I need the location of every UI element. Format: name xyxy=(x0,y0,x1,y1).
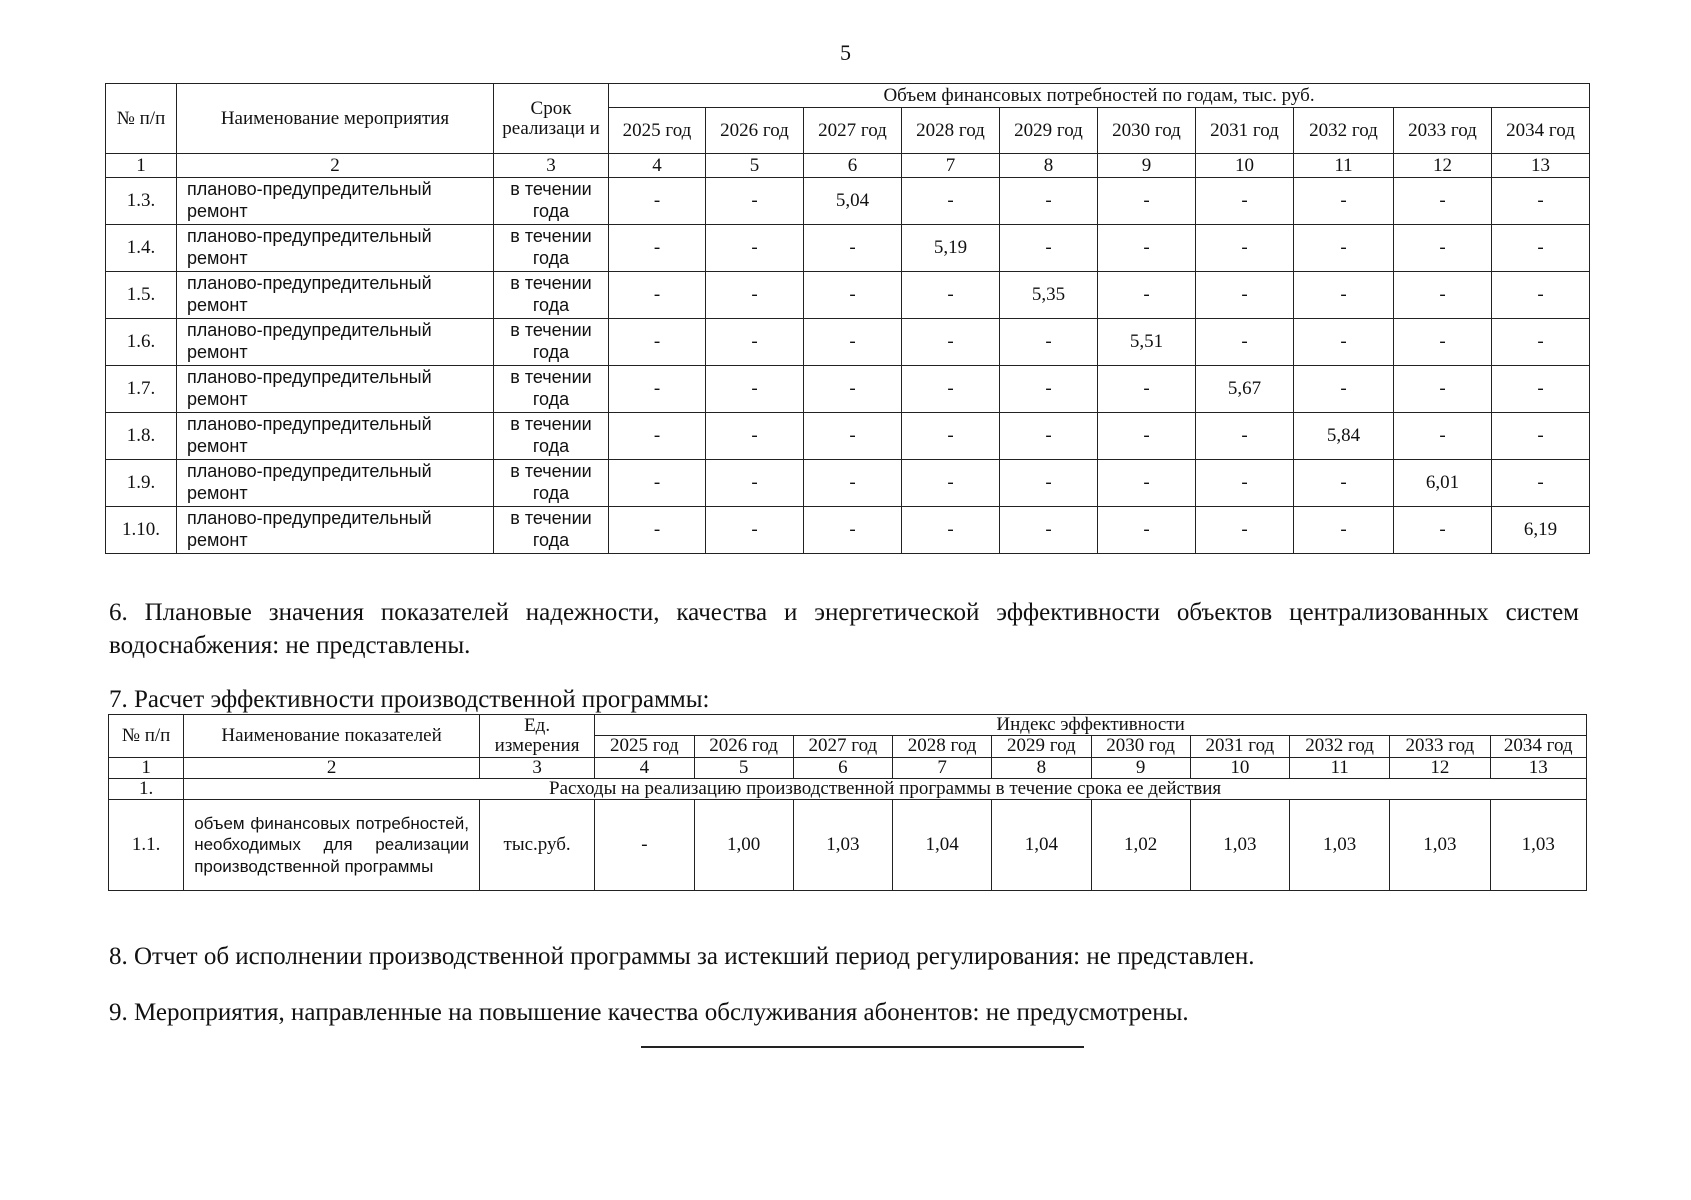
column-number: 7 xyxy=(902,154,1000,178)
table-row xyxy=(106,460,1590,507)
row-value: - xyxy=(706,272,804,319)
row-value: 5,67 xyxy=(1196,366,1294,413)
row-term: в течении года xyxy=(494,507,609,554)
row-value: 1,04 xyxy=(893,799,992,890)
header-year: 2027 год xyxy=(793,735,892,757)
row-value: - xyxy=(804,413,902,460)
row-value: - xyxy=(1196,413,1294,460)
table-row xyxy=(106,507,1590,554)
row-value: - xyxy=(1098,413,1196,460)
row-value: - xyxy=(609,319,706,366)
row-value: 6,19 xyxy=(1492,507,1590,554)
row-value: - xyxy=(609,225,706,272)
row-value: - xyxy=(706,507,804,554)
column-number: 13 xyxy=(1492,154,1590,178)
row-value: - xyxy=(609,178,706,225)
column-number: 13 xyxy=(1490,757,1587,778)
row-value: - xyxy=(1098,460,1196,507)
row-number: 1.1. xyxy=(109,799,184,890)
column-number: 1 xyxy=(106,154,177,178)
header-group: Индекс эффективности xyxy=(595,715,1587,736)
row-value: - xyxy=(706,319,804,366)
row-value: - xyxy=(706,366,804,413)
financial-needs-table xyxy=(105,83,1590,554)
header-year: 2034 год xyxy=(1490,735,1587,757)
row-value: 1,03 xyxy=(1390,799,1490,890)
row-name: планово-предупредительный ремонт xyxy=(177,178,494,225)
row-term: в течении года xyxy=(494,413,609,460)
table-row xyxy=(106,272,1590,319)
row-number: 1.8. xyxy=(106,413,177,460)
column-number: 3 xyxy=(494,154,609,178)
table-row xyxy=(106,366,1590,413)
row-value: - xyxy=(1098,507,1196,554)
row-name: планово-предупредительный ремонт xyxy=(177,413,494,460)
row-value: - xyxy=(804,319,902,366)
row-value: 1,03 xyxy=(1490,799,1587,890)
header-group: Объем финансовых потребностей по годам, тыс. руб. xyxy=(609,84,1590,108)
row-value: - xyxy=(1394,178,1492,225)
row-value: - xyxy=(1294,460,1394,507)
column-number: 10 xyxy=(1190,757,1289,778)
row-value: - xyxy=(902,366,1000,413)
column-number: 6 xyxy=(804,154,902,178)
row-value: - xyxy=(706,225,804,272)
row-value: - xyxy=(804,507,902,554)
section-7-title: 7. Расчет эффективности производственной программы: xyxy=(109,686,710,713)
row-value: - xyxy=(1394,319,1492,366)
row-value: - xyxy=(1394,413,1492,460)
row-value: - xyxy=(706,460,804,507)
section-6-text: 6. Плановые значения показателей надежности, качества и энергетической эффективности объектов централизованных систем водоснабжения: не представлены. xyxy=(109,599,1579,659)
column-number: 5 xyxy=(706,154,804,178)
row-value: 5,19 xyxy=(902,225,1000,272)
row-value: 5,35 xyxy=(1000,272,1098,319)
row-number: 1.6. xyxy=(106,319,177,366)
row-term: в течении года xyxy=(494,178,609,225)
column-number: 2 xyxy=(184,757,480,778)
row-number: 1.9. xyxy=(106,460,177,507)
header-year: 2025 год xyxy=(595,735,694,757)
row-term: в течении года xyxy=(494,225,609,272)
row-unit: тыс.руб. xyxy=(479,799,594,890)
row-value: - xyxy=(1196,319,1294,366)
row-value: 1,00 xyxy=(694,799,793,890)
row-value: - xyxy=(609,413,706,460)
row-term: в течении года xyxy=(494,272,609,319)
header-year: 2029 год xyxy=(1000,108,1098,154)
row-value: - xyxy=(1294,225,1394,272)
row-value: - xyxy=(1000,366,1098,413)
column-number: 12 xyxy=(1394,154,1492,178)
table-row xyxy=(106,225,1590,272)
row-value: - xyxy=(1098,272,1196,319)
header-year: 2027 год xyxy=(804,108,902,154)
row-name: планово-предупредительный ремонт xyxy=(177,460,494,507)
header-year: 2032 год xyxy=(1290,735,1390,757)
row-number: 1.7. xyxy=(106,366,177,413)
table-row xyxy=(106,178,1590,225)
row-value: - xyxy=(1394,225,1492,272)
row-value: - xyxy=(1492,460,1590,507)
row-value: 5,51 xyxy=(1098,319,1196,366)
row-value: - xyxy=(595,799,694,890)
row-value: - xyxy=(1000,178,1098,225)
row-value: - xyxy=(902,272,1000,319)
column-number: 1 xyxy=(109,757,184,778)
row-value: - xyxy=(1294,178,1394,225)
header-number: № п/п xyxy=(109,715,184,758)
header-name: Наименование мероприятия xyxy=(177,84,494,154)
row-value: - xyxy=(1000,319,1098,366)
row-value: - xyxy=(1098,225,1196,272)
row-value: - xyxy=(1492,272,1590,319)
row-value: - xyxy=(609,366,706,413)
row-value: - xyxy=(1492,178,1590,225)
row-value: - xyxy=(706,178,804,225)
section-9-text: 9. Мероприятия, направленные на повышение качества обслуживания абонентов: не предусмотрены. xyxy=(109,999,1189,1026)
header-year: 2033 год xyxy=(1394,108,1492,154)
row-value: - xyxy=(706,413,804,460)
row-value: - xyxy=(902,460,1000,507)
column-number: 5 xyxy=(694,757,793,778)
row-term: в течении года xyxy=(494,366,609,413)
row-value: - xyxy=(1196,225,1294,272)
header-year: 2028 год xyxy=(893,735,992,757)
header-year: 2026 год xyxy=(706,108,804,154)
row-value: - xyxy=(1394,507,1492,554)
column-number: 12 xyxy=(1390,757,1490,778)
row-value: - xyxy=(902,507,1000,554)
header-year: 2032 год xyxy=(1294,108,1394,154)
row-term: в течении года xyxy=(494,460,609,507)
efficiency-table xyxy=(108,714,1587,891)
row-value: 5,04 xyxy=(804,178,902,225)
row-value: - xyxy=(1492,225,1590,272)
row-number: 1.10. xyxy=(106,507,177,554)
row-value: 1,03 xyxy=(1290,799,1390,890)
header-year: 2033 год xyxy=(1390,735,1490,757)
row-value: - xyxy=(1394,366,1492,413)
row-value: - xyxy=(1394,272,1492,319)
row-name: планово-предупредительный ремонт xyxy=(177,366,494,413)
column-number: 10 xyxy=(1196,154,1294,178)
row-value: - xyxy=(1000,413,1098,460)
row-value: 1,02 xyxy=(1091,799,1190,890)
row-value: - xyxy=(804,225,902,272)
table-row xyxy=(106,319,1590,366)
row-value: - xyxy=(1196,272,1294,319)
column-number: 9 xyxy=(1091,757,1190,778)
column-number: 6 xyxy=(793,757,892,778)
row-value: - xyxy=(609,460,706,507)
header-year: 2025 год xyxy=(609,108,706,154)
header-year: 2030 год xyxy=(1091,735,1190,757)
header-unit: Ед. измерения xyxy=(479,715,594,758)
column-number: 7 xyxy=(893,757,992,778)
row-value: - xyxy=(1000,460,1098,507)
row-value: 5,84 xyxy=(1294,413,1394,460)
row-value: - xyxy=(1294,319,1394,366)
header-name: Наименование показателей xyxy=(184,715,480,758)
row-value: - xyxy=(1000,507,1098,554)
section-number: 1. xyxy=(109,778,184,799)
column-number: 11 xyxy=(1290,757,1390,778)
row-value: 1,03 xyxy=(1190,799,1289,890)
column-number: 4 xyxy=(609,154,706,178)
row-value: - xyxy=(1098,178,1196,225)
row-value: 6,01 xyxy=(1394,460,1492,507)
closing-rule xyxy=(641,1046,1084,1048)
header-term: Срок реализаци и xyxy=(494,84,609,154)
header-year: 2026 год xyxy=(694,735,793,757)
row-value: - xyxy=(1196,178,1294,225)
header-number: № п/п xyxy=(106,84,177,154)
row-name: объем финансовых потребностей, необходимых для реализации производственной программы xyxy=(184,799,480,890)
row-value: - xyxy=(1098,366,1196,413)
section-label: Расходы на реализацию производственной программы в течение срока ее действия xyxy=(184,778,1587,799)
column-number: 11 xyxy=(1294,154,1394,178)
header-year: 2034 год xyxy=(1492,108,1590,154)
row-value: - xyxy=(804,272,902,319)
row-name: планово-предупредительный ремонт xyxy=(177,319,494,366)
row-value: - xyxy=(1196,507,1294,554)
row-value: - xyxy=(609,507,706,554)
row-value: - xyxy=(1492,413,1590,460)
row-value: - xyxy=(1294,272,1394,319)
row-name: планово-предупредительный ремонт xyxy=(177,225,494,272)
header-year: 2031 год xyxy=(1196,108,1294,154)
row-name: планово-предупредительный ремонт xyxy=(177,272,494,319)
table-row xyxy=(106,413,1590,460)
row-value: - xyxy=(1294,366,1394,413)
row-number: 1.4. xyxy=(106,225,177,272)
row-value: - xyxy=(1492,319,1590,366)
row-value: 1,03 xyxy=(793,799,892,890)
header-year: 2028 год xyxy=(902,108,1000,154)
row-name: планово-предупредительный ремонт xyxy=(177,507,494,554)
row-value: - xyxy=(1294,507,1394,554)
row-value: - xyxy=(804,366,902,413)
row-value: - xyxy=(1492,366,1590,413)
row-value: 1,04 xyxy=(992,799,1091,890)
row-value: - xyxy=(902,319,1000,366)
row-number: 1.5. xyxy=(106,272,177,319)
column-number: 3 xyxy=(479,757,594,778)
table-row xyxy=(109,799,1587,890)
row-term: в течении года xyxy=(494,319,609,366)
header-year: 2030 год xyxy=(1098,108,1196,154)
row-value: - xyxy=(1000,225,1098,272)
column-number: 2 xyxy=(177,154,494,178)
header-year: 2031 год xyxy=(1190,735,1289,757)
column-number: 4 xyxy=(595,757,694,778)
row-value: - xyxy=(902,413,1000,460)
row-number: 1.3. xyxy=(106,178,177,225)
column-number: 8 xyxy=(992,757,1091,778)
page-number: 5 xyxy=(840,40,851,65)
header-year: 2029 год xyxy=(992,735,1091,757)
row-value: - xyxy=(902,178,1000,225)
column-number: 9 xyxy=(1098,154,1196,178)
row-value: - xyxy=(804,460,902,507)
row-value: - xyxy=(609,272,706,319)
section-8-text: 8. Отчет об исполнении производственной программы за истекший период регулирования: не представлен. xyxy=(109,943,1255,970)
column-number: 8 xyxy=(1000,154,1098,178)
row-value: - xyxy=(1196,460,1294,507)
